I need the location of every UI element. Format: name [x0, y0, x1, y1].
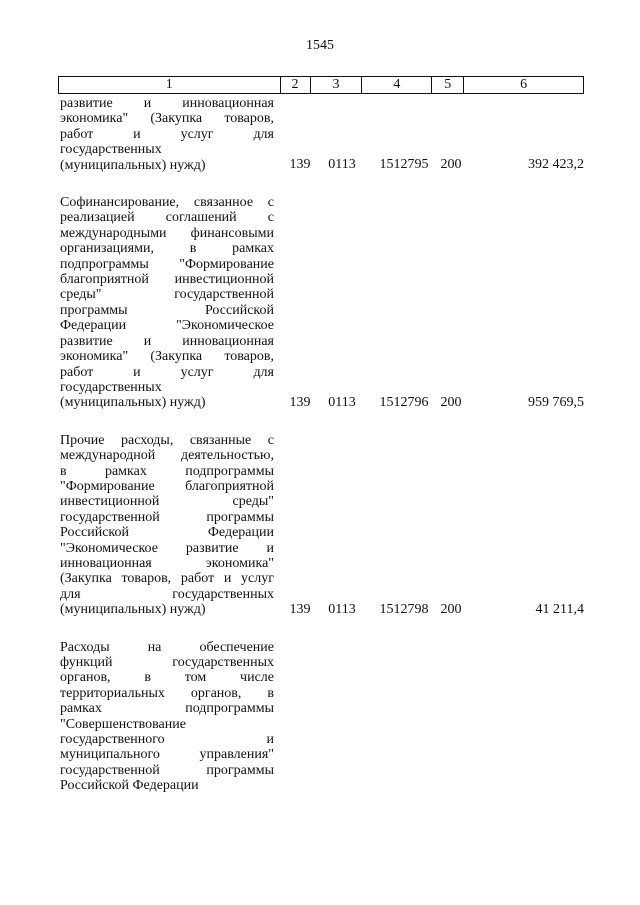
- description-line: Расходы на обеспечение: [60, 639, 274, 655]
- table-row: [60, 433, 584, 618]
- admin-code: 139: [289, 157, 311, 173]
- section-code: 0113: [328, 601, 356, 617]
- description-line: Прочие расходы, связанные с: [60, 432, 274, 448]
- description-line: международной деятельностью,: [60, 448, 274, 464]
- description-line: (Закупка товаров, работ и услуг: [60, 571, 274, 587]
- header-col-5: 5: [432, 77, 464, 93]
- description-line: благоприятной инвестиционной: [60, 272, 274, 288]
- description-line: (муниципальных) нужд): [60, 395, 206, 411]
- description-line: программы Российской: [60, 302, 274, 318]
- description-line: государственных: [60, 142, 162, 158]
- target-code: 1512798: [379, 601, 429, 617]
- target-code: 1512796: [379, 394, 429, 410]
- description-line: рамках подпрограммы: [60, 701, 274, 717]
- description-line: реализацией соглашений с: [60, 210, 274, 226]
- amount-value: 41 211,4: [535, 601, 584, 617]
- amount-value: 392 423,2: [528, 157, 584, 173]
- description-line: среды" государственной: [60, 287, 274, 303]
- description-line: инновационная экономика": [60, 555, 274, 571]
- table-row: [60, 195, 584, 411]
- expense-type-code: 200: [440, 601, 462, 617]
- description-line: Федерации "Экономическое: [60, 318, 274, 334]
- description-line: организациями, в рамках: [60, 241, 274, 257]
- section-code: 0113: [328, 157, 356, 173]
- row-description: [60, 640, 274, 794]
- row-values: [60, 778, 584, 794]
- description-line: (муниципальных) нужд): [60, 157, 206, 173]
- expense-type-code: 200: [440, 157, 462, 173]
- description-line: инвестиционной среды": [60, 494, 274, 510]
- description-line: "Формирование благоприятной: [60, 478, 274, 494]
- description-line: "Экономическое развитие и: [60, 540, 274, 556]
- description-line: экономика" (Закупка товаров,: [60, 111, 274, 127]
- table-body: [60, 94, 584, 816]
- description-line: подпрограммы "Формирование: [60, 256, 274, 272]
- description-line: развитие и инновационная: [60, 96, 274, 111]
- description-line: Софинансирование, связанное с: [60, 195, 274, 211]
- header-col-2: 2: [281, 77, 311, 93]
- row-description: [60, 433, 274, 618]
- description-line: экономика" (Закупка товаров,: [60, 349, 274, 365]
- table-header: [58, 76, 584, 94]
- header-col-4: 4: [362, 77, 432, 93]
- description-line: муниципального управления": [60, 747, 274, 763]
- description-line: работ и услуг для: [60, 126, 274, 142]
- description-line: (муниципальных) нужд): [60, 602, 206, 618]
- description-line: государственной программы: [60, 509, 274, 525]
- row-values: [60, 157, 584, 173]
- description-line: территориальных органов, в: [60, 685, 274, 701]
- description-line: Российской Федерации: [60, 778, 199, 794]
- description-line: развитие и инновационная: [60, 333, 274, 349]
- description-line: в рамках подпрограммы: [60, 463, 274, 479]
- description-line: международными финансовыми: [60, 225, 274, 241]
- description-line: функций государственных: [60, 655, 274, 670]
- header-col-6: 6: [464, 77, 584, 93]
- description-line: работ и услуг для: [60, 364, 274, 380]
- row-values: [60, 602, 584, 618]
- admin-code: 139: [289, 601, 311, 617]
- description-line: Российской Федерации: [60, 525, 274, 541]
- header-col-1: 1: [59, 77, 281, 93]
- amount-value: 959 769,5: [528, 394, 584, 410]
- header-col-3: 3: [311, 77, 363, 93]
- table-row: [60, 96, 584, 173]
- description-line: государственных: [60, 379, 162, 395]
- expense-type-code: 200: [440, 394, 462, 410]
- description-line: органов, в том числе: [60, 670, 274, 686]
- page-number: 1545: [306, 38, 334, 53]
- section-code: 0113: [328, 394, 356, 410]
- row-values: [60, 395, 584, 411]
- description-line: для государственных: [60, 586, 274, 602]
- description-line: государственной программы: [60, 762, 274, 778]
- description-line: "Совершенствование: [60, 716, 186, 732]
- admin-code: 139: [289, 394, 311, 410]
- target-code: 1512795: [379, 157, 429, 173]
- description-line: государственного и: [60, 732, 274, 748]
- table-row: [60, 640, 584, 794]
- row-description: [60, 195, 274, 411]
